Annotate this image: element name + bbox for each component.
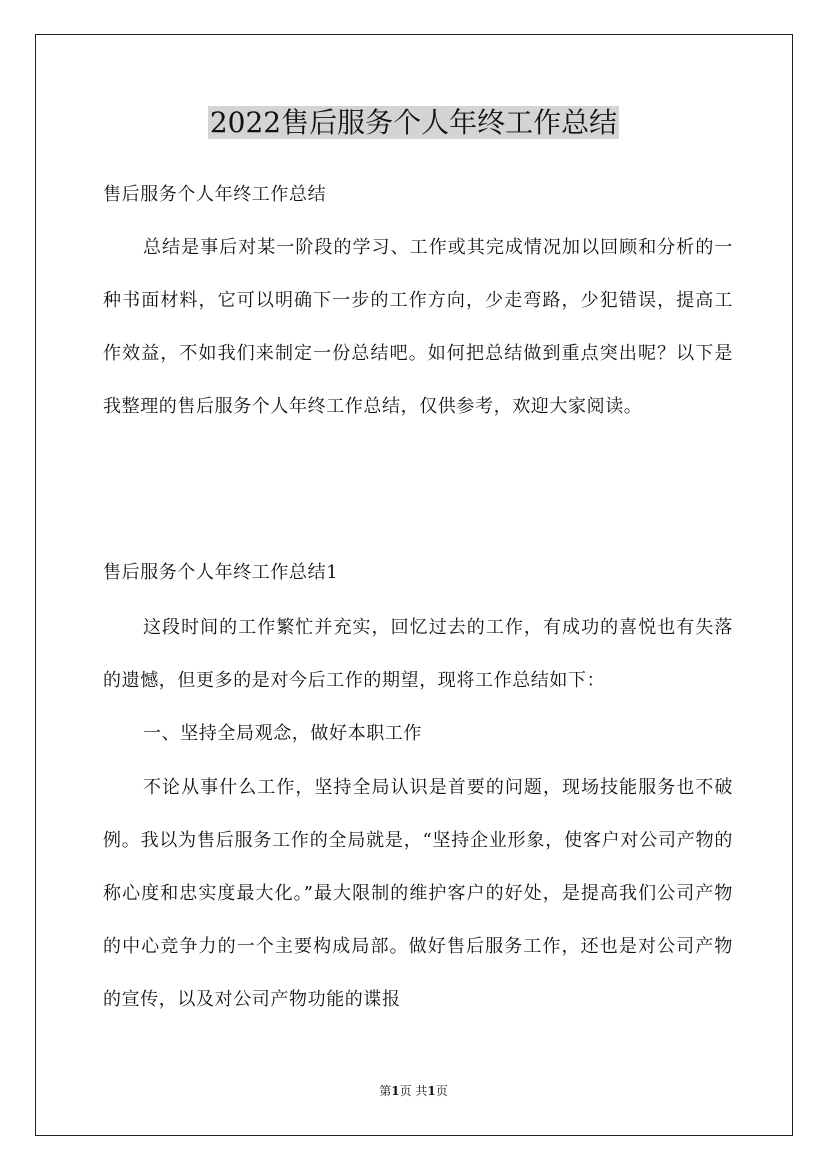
- document-subtitle: 售后服务个人年终工作总结: [103, 184, 327, 205]
- footer-page-number: 1: [391, 1084, 400, 1098]
- section-subheading: 一、坚持全局观念，做好本职工作: [143, 723, 422, 744]
- intro-paragraph: 总结是事后对某一阶段的学习、工作或其完成情况加以回顾和分析的一种书面材料，它可以明确下一步的工作方向，少走弯路，少犯错误，提高工作效益，不如我们来制定一份总结吧。如何把总结做到重点突出呢？以下是我整理的售后服务个人年终工作总结，仅供参考，欢迎大家阅读。: [103, 237, 733, 417]
- footer-suffix: 页: [435, 1084, 448, 1098]
- footer-middle: 页 共: [399, 1084, 428, 1098]
- section-paragraph: 这段时间的工作繁忙并充实，回忆过去的工作，有成功的喜悦也有失落的遗憾，但更多的是对今后工作的期望，现将工作总结如下：: [103, 617, 733, 691]
- footer-prefix: 第: [379, 1084, 392, 1098]
- document-title: [0, 103, 827, 143]
- page-footer: [0, 1083, 827, 1099]
- footer-page-total: 1: [427, 1084, 436, 1098]
- document-title-text: 2022售后服务个人年终工作总结: [209, 106, 618, 139]
- section-heading: 售后服务个人年终工作总结1: [103, 562, 339, 583]
- section-paragraph: 不论从事什么工作，坚持全局认识是首要的问题，现场技能服务也不破例。我以为售后服务工作的全局就是，“坚持企业形象，使客户对公司产物的称心度和忠实度最大化。”最大限制的维护客户的好处，是提高我们公司产物的中心竞争力的一个主要构成局部。做好售后服务工作，还也是对公司产物的宣传，以及对公司产物功能的谍报: [103, 777, 733, 1010]
